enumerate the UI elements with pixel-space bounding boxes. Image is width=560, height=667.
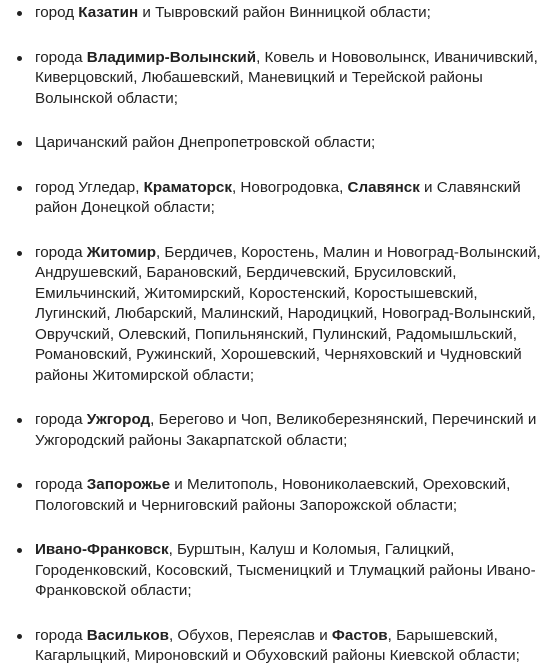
item-text: и Мелитополь, Новониколаевский, Ореховский, Пологовский и Черниговский районы Запорожской области; (35, 476, 511, 514)
bullet-icon (17, 141, 22, 146)
item-text: и Славянский район Донецкой области; (35, 178, 521, 216)
city-name: Ужгород (86, 411, 151, 428)
item-text: , Обухов, Переяслав и (168, 626, 332, 644)
list-item (0, 3, 560, 24)
city-name: Владимир-Волынский (86, 48, 257, 66)
city-name: Фастов (331, 626, 388, 644)
bullet-icon (17, 251, 22, 256)
item-text: город (35, 4, 79, 21)
city-name: Славянск (347, 178, 420, 196)
city-name: Житомир (86, 243, 156, 261)
bullet-icon (17, 11, 22, 16)
bullet-icon (17, 548, 22, 553)
list-item (0, 178, 560, 219)
item-text: города (35, 48, 87, 66)
bullet-icon (17, 634, 22, 639)
item-text: города (35, 243, 87, 261)
bullet-icon (17, 418, 22, 423)
bullet-icon (17, 56, 22, 61)
item-text: , Берегово и Чоп, Великоберезнянский, Перечинский и Ужгородский районы Закарпатской области; (35, 411, 537, 449)
city-name: Васильков (86, 626, 169, 644)
item-text: , Барышевский, Кагарлыцкий, Мироновский и Обуховский районы Киевской области; (35, 626, 520, 664)
item-text: , Бурштын, Калуш и Коломыя, Галицкий, Городенковский, Косовский, Тысменицкий и Тлумацкий районы Ивано-Франковской области; (35, 541, 536, 599)
item-text: города (35, 476, 87, 493)
item-text: города (35, 626, 87, 644)
list-item (0, 410, 560, 451)
item-text: , Новогродовка, (231, 178, 348, 196)
city-name: Ивано-Франковск (35, 541, 169, 558)
item-text: , Бердичев, Коростень, Малин и Новоград-Волынский, Андрушевский, Барановский, Бердичевский, Брусиловский, Емильчинский, Житомирский, Коростенский, Коростышевский, Лугинский, Любарский, Малинский, Народицкий, Новоград-Волынский, Овручский, Олевский, Попильнянский, Пулинский, Радомышльский, Романовский, Ружинский, Хорошевский, Черняховский и Чудновский районы Житомирской области; (35, 243, 541, 384)
list-item (0, 133, 560, 154)
city-name: Казатин (78, 4, 139, 21)
item-text: города (35, 411, 87, 428)
list-item (0, 626, 560, 667)
region-list (0, 3, 560, 667)
city-name: Запорожье (86, 476, 171, 493)
item-text: Царичанский район Днепропетровской области; (35, 134, 376, 151)
item-text: , Ковель и Нововолынск, Иваничивский, Киверцовский, Любашевский, Маневицкий и Терейской районы Волынской области; (35, 48, 538, 107)
city-name: Краматорск (143, 178, 232, 196)
item-text: город Угледар, (35, 178, 144, 196)
list-item (0, 243, 560, 387)
bullet-icon (17, 186, 22, 191)
list-item (0, 48, 560, 110)
item-text: и Тывровский район Винницкой области; (138, 4, 431, 21)
bullet-icon (17, 483, 22, 488)
list-item (0, 475, 560, 516)
